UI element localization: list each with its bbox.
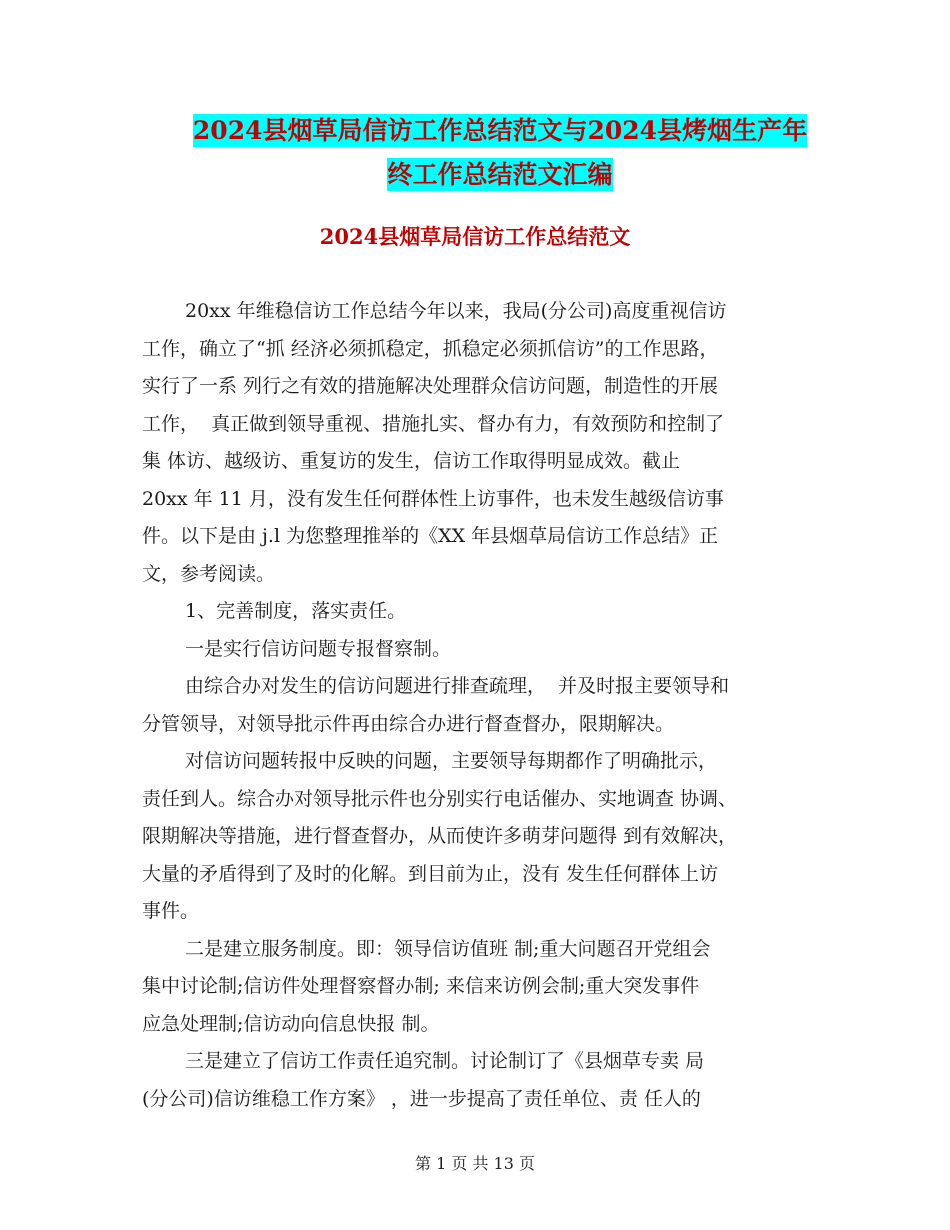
- text-line: 工作，确立了“抓 经济必须抓稳定，抓稳定必须抓信访”的工作思路，: [142, 337, 719, 360]
- text-line: 集中讨论制;信访件处理督察督办制; 来信来访例会制;重大突发事件: [142, 975, 700, 997]
- text-line: (分公司)信访维稳工作方案》 ，进一步提高了责任单位、责 任人的: [142, 1087, 701, 1110]
- document-title-line-2: [130, 151, 870, 199]
- text-line: 20xx 年维稳信访工作总结今年以来，我局(分公司)高度重视信访: [185, 300, 727, 322]
- body-text: [142, 293, 822, 1118]
- text-line: 对信访问题转报中反映的问题，主要领导每期都作了明确批示，: [185, 750, 718, 772]
- text-line: 应急处理制;信访动向信息快报 制。: [142, 1012, 440, 1035]
- text-line: 文，参考阅读。: [142, 562, 276, 585]
- text-line: 1、完善制度，落实责任。: [185, 600, 407, 622]
- text-line: 责任到人。综合办对领导批示件也分别实行电话催办、实地调查 协调、: [142, 787, 738, 810]
- text-line: 实行了一系 列行之有效的措施解决处理群众信访问题，制造性的开展: [142, 375, 719, 397]
- text-line: 由综合办对发生的信访问题进行排查疏理， 并及时报主要领导和: [185, 675, 730, 697]
- page-footer: 第 1 页 共 13 页: [415, 1154, 535, 1173]
- text-line: 二是建立服务制度。即：领导信访值班 制;重大问题召开党组会: [185, 937, 711, 960]
- section-heading: 2024县烟草局信访工作总结范文: [319, 224, 631, 249]
- title-highlight-2: 终工作总结范文汇编: [387, 160, 613, 189]
- text-line: 20xx 年 11 月，没有发生任何群体性上访事件，也未发生越级信访事: [142, 487, 724, 510]
- text-line: 一是实行信访问题专报督察制。: [185, 637, 452, 660]
- document-title-line-1: [130, 107, 870, 155]
- text-line: 集 体访、越级访、重复访的发生，信访工作取得明显成效。截止: [142, 450, 681, 472]
- text-line: 工作， 真正做到领导重视、措施扎实、督办有力，有效预防和控制了: [142, 412, 725, 435]
- text-line: 分管领导，对领导批示件再由综合办进行督查督办，限期解决。: [142, 712, 675, 735]
- text-line: 限期解决等措施，进行督查督办，从而使许多萌芽问题得 到有效解决，: [142, 825, 738, 847]
- text-line: 事件。: [142, 900, 200, 922]
- text-line: 件。以下是由 j.l 为您整理推举的《XX 年县烟草局信访工作总结》正: [142, 525, 719, 547]
- text-line: 大量的矛盾得到了及时的化解。到目前为止，没有 发生任何群体上访: [142, 862, 719, 885]
- text-line: 三是建立了信访工作责任追究制。讨论制订了《县烟草专卖 局: [185, 1050, 705, 1072]
- title-highlight-1: 2024县烟草局信访工作总结范文与2024县烤烟生产年: [192, 116, 808, 145]
